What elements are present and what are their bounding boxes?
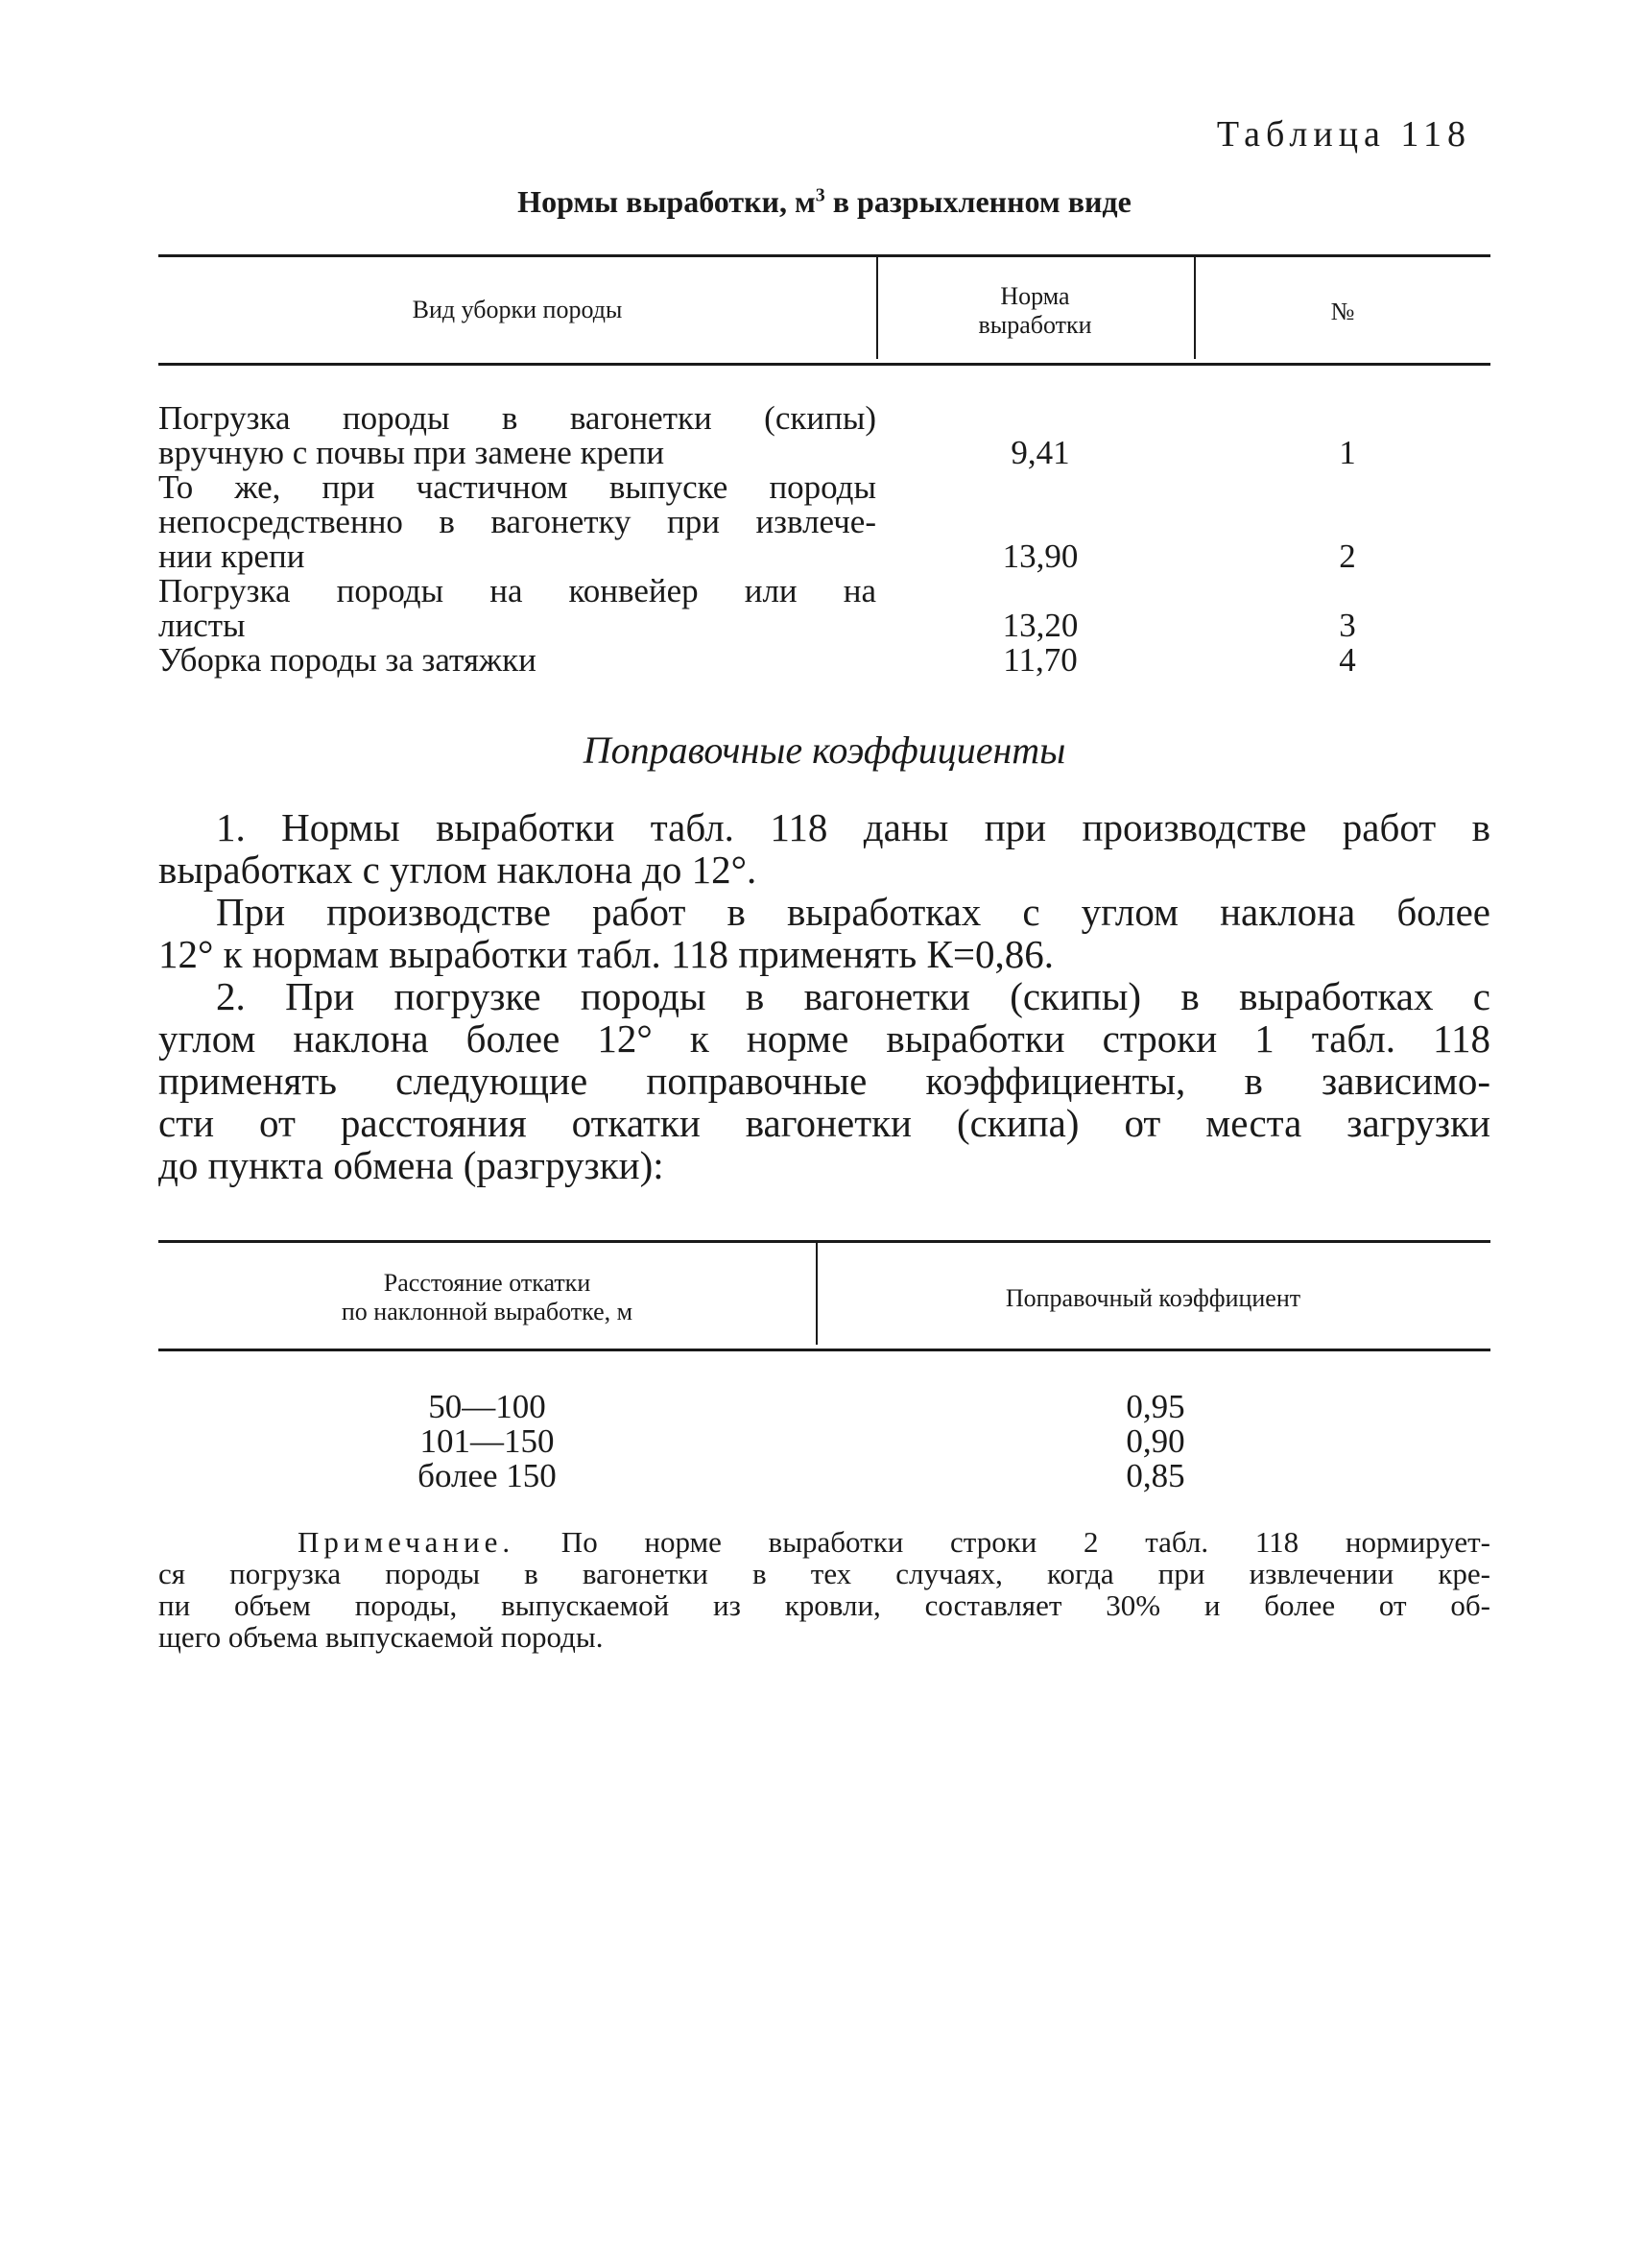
table-number-label: Таблица 118 bbox=[1216, 114, 1471, 155]
table1-row4-value: 11,70 bbox=[1003, 641, 1078, 679]
table1-row1-description bbox=[158, 401, 876, 470]
paragraph-2-line1: При производстве работ в выработках с углом наклона более bbox=[216, 890, 1490, 934]
paragraph-1 bbox=[158, 806, 1490, 891]
table1-row2-description bbox=[158, 470, 876, 574]
table2-row1-distance: 50—100 bbox=[428, 1388, 546, 1425]
paragraph-1-line2: выработках с углом наклона до 12°. bbox=[158, 848, 757, 892]
paragraph-3-line2: углом наклона более 12° к норме выработки строки 1 табл. 118 bbox=[158, 1016, 1490, 1061]
table1-header-type: Вид уборки породы bbox=[412, 296, 623, 323]
paragraph-3 bbox=[158, 975, 1490, 1186]
table2-header-distance-line1: Расстояние откатки bbox=[383, 1269, 591, 1297]
note-lead: Примечание. bbox=[298, 1525, 515, 1559]
table2-top-rule bbox=[158, 1240, 1490, 1243]
table1-header-number: № bbox=[1330, 298, 1355, 325]
table1-row3-value: 13,20 bbox=[1002, 607, 1079, 644]
section-heading: Поправочные коэффициенты bbox=[583, 728, 1066, 772]
table1-row4-description bbox=[158, 643, 876, 678]
paragraph-1-line1: 1. Нормы выработки табл. 118 даны при производстве работ в bbox=[216, 805, 1490, 849]
table1-row4-line1: Уборка породы за затяжки bbox=[158, 641, 536, 679]
table1-header-norm-line1: Норма bbox=[1000, 282, 1070, 310]
table1-title-rest: в разрыхленном виде bbox=[824, 184, 1132, 219]
table1-row1-line2: вручную с почвы при замене крепи bbox=[158, 434, 665, 471]
table1-row3-number: 3 bbox=[1339, 607, 1356, 644]
table2-row2-distance: 101—150 bbox=[419, 1422, 555, 1460]
table1-row4-number: 4 bbox=[1339, 641, 1356, 679]
note-line1-rest: По норме выработки строки 2 табл. 118 нормирует- bbox=[514, 1525, 1490, 1559]
paragraph-3-line3: применять следующие поправочные коэффициенты, в зависимо- bbox=[158, 1059, 1490, 1103]
table2-row3-distance: более 150 bbox=[417, 1457, 557, 1494]
table1-row2-line2: непосредственно в вагонетку при извлече- bbox=[158, 503, 876, 540]
paragraph-3-line4: сти от расстояния откатки вагонетки (скипа) от места загрузки bbox=[158, 1101, 1490, 1145]
table1-row3-description bbox=[158, 574, 876, 643]
table1-header-norm bbox=[876, 282, 1194, 340]
table1-title-sup: 3 bbox=[815, 184, 825, 206]
table1-title-main: Нормы выработки, м bbox=[517, 184, 816, 219]
paragraph-3-line1: 2. При погрузке породы в вагонетки (скипы) в выработках с bbox=[216, 974, 1490, 1018]
table1-row1-line1: Погрузка породы в вагонетки (скипы) bbox=[158, 399, 876, 437]
paragraph-2 bbox=[158, 891, 1490, 975]
table1-title bbox=[158, 184, 1490, 220]
paragraph-3-line5: до пункта обмена (разгрузки): bbox=[158, 1143, 664, 1187]
note-line2: ся погрузка породы в вагонетки в тех случаях, когда при извлечении кре- bbox=[158, 1557, 1490, 1590]
table1-header-rule bbox=[158, 363, 1490, 366]
table1-row3-line1: Погрузка породы на конвейер или на bbox=[158, 572, 876, 609]
table2-row3-coefficient: 0,85 bbox=[1126, 1457, 1185, 1494]
table2-header-rule bbox=[158, 1349, 1490, 1351]
table1-top-rule bbox=[158, 254, 1490, 257]
table2-header-distance bbox=[158, 1269, 816, 1326]
table1-row2-line3: нии крепи bbox=[158, 537, 305, 575]
note-line3: пи объем породы, выпускаемой из кровли, составляет 30% и более от об- bbox=[158, 1588, 1490, 1622]
note bbox=[298, 1526, 1490, 1558]
table2-row1-coefficient: 0,95 bbox=[1126, 1388, 1185, 1425]
table1-row3-line2: листы bbox=[158, 607, 246, 644]
note-line4: щего объема выпускаемой породы. bbox=[158, 1620, 604, 1654]
table1-row2-number: 2 bbox=[1339, 537, 1356, 575]
table2-header-coefficient: Поправочный коэффициент bbox=[1005, 1284, 1301, 1312]
table2-row2-coefficient: 0,90 bbox=[1126, 1422, 1185, 1460]
table1-row2-line1: То же, при частичном выпуске породы bbox=[158, 468, 876, 506]
table2-header-distance-line2: по наклонной выработке, м bbox=[341, 1298, 633, 1325]
paragraph-2-line2: 12° к нормам выработки табл. 118 применять К=0,86. bbox=[158, 932, 1054, 976]
table1-header-norm-line2: выработки bbox=[978, 311, 1092, 339]
table1-row2-value: 13,90 bbox=[1002, 537, 1079, 575]
table1-row1-value: 9,41 bbox=[1011, 434, 1070, 471]
table1-row1-number: 1 bbox=[1339, 434, 1356, 471]
note-continuation bbox=[158, 1558, 1490, 1653]
note-line1 bbox=[298, 1526, 1490, 1558]
